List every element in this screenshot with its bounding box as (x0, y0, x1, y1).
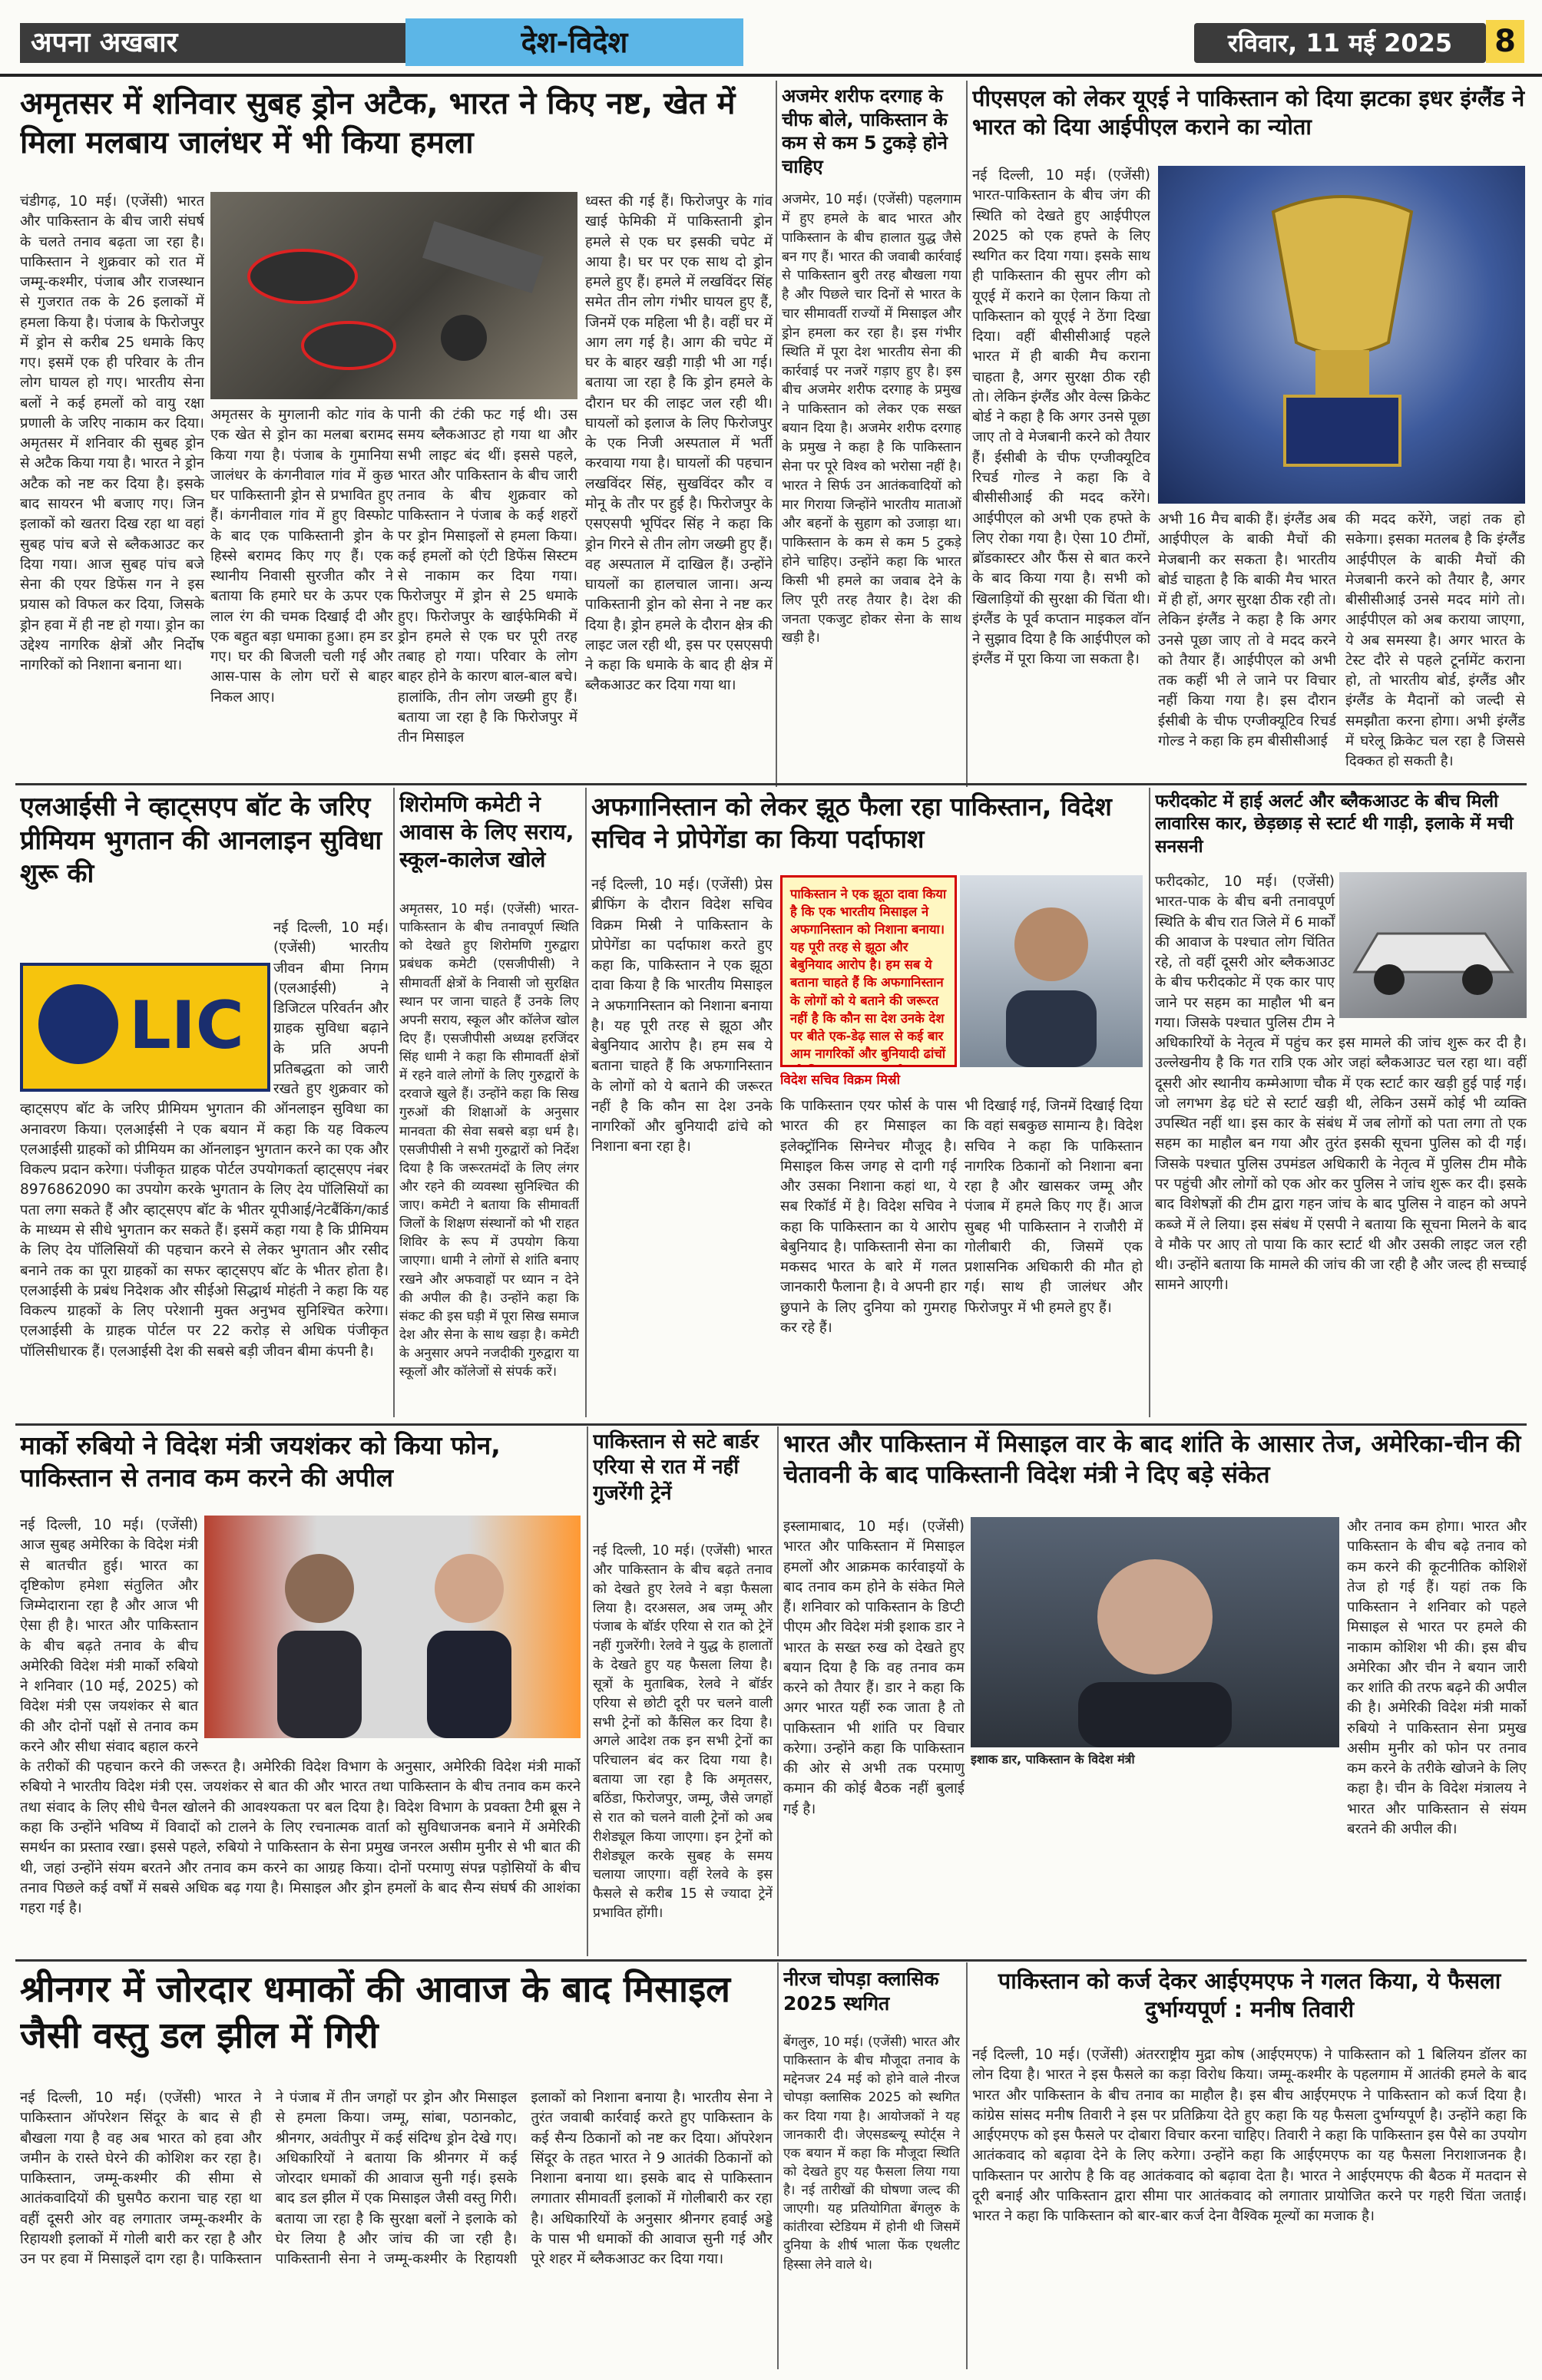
lic-headline: एलआईसी ने व्हाट्सएप बॉट के जरिए प्रीमियम भुगतान की आनलाइन सुविधा शुरू की (20, 792, 382, 890)
person-illustration (960, 875, 1143, 1067)
afghan-body-col2: कि पाकिस्तान एयर फोर्स के पास भारत की हर मिसाइल का इलेक्ट्रॉनिक सिग्नेचर मौजूद है। मिसाइल किस जगह से दागी गई और उसका निशाना कहां था, ये सब रिकॉर्ड में है। विदेश सचिव ने कहा कि पाकिस्तान का ये आरोप बेबुनियाद है। पाकिस्तानी सेना का मकसद भारत के बारे में गलत जानकारी फैलाना है। वे अपनी हार छुपाने के लिए दुनिया को गुमराह कर रहे हैं। (780, 1098, 957, 1336)
rubio-body-text: नई दिल्ली, 10 मई। (एजेंसी) आज सुबह अमेरिका के विदेश मंत्री से बातचीत हुई। भारत का दृष्टिकोण हमेशा संतुलित और जिम्मेदाराना रहा है और आज भी ऐसा ही है। भारत और पाकिस्तान के बीच बढ़ते तनाव के बीच अमेरिकी विदेश मंत्री मार्को रुबियो ने शनिवार (10 मई, 2025) को विदेश मंत्री एस जयशंकर से बात की और दोनों पक्षों से तनाव कम करने और सीधा संवाद बहाल करने के तरीकों की पहचान करने की जरूरत है। अमेरिकी विदेश विभाग के अनुसार, अमेरिकी विदेश मंत्री मार्को रुबियो ने भारतीय विदेश मंत्री एस. जयशंकर से बात की और भारत तथा पाकिस्तान के बीच तनाव कम करने तथा संवाद के लिए सीधे चैनल खोलने की आवश्यकता पर बल दिया है। विदेश विभाग के प्रवक्ता टैमी ब्रूस ने कहा कि उन्होंने भविष्य में विवादों को टालने के लिए रचनात्मक वार्ता को सुविधाजनक बनाने में अमेरिकी समर्थन का प्रस्ताव रखा। इससे पहले, रुबियो ने पाकिस्तान के सेना प्रमुख जनरल असीम मुनीर से भी बात की थी, जहां उन्होंने संयम बरतने और तनाव कम करने का आग्रह किया। दोनों परमाणु संपन्न पड़ोसियों के बीच तनाव पिछले कई वर्षों में सबसे अधिक बढ़ गया है। मिसाइल और ड्रोन हमलों के बाद सैन्य संघर्ष की आशंका गहरा गई है। (20, 1517, 581, 1917)
sgpc-headline: शिरोमणि कमेटी ने आवास के लिए सराय, स्कूल-कालेज खोले (399, 792, 574, 872)
misri-caption: विदेश सचिव विक्रम मिस्री (780, 1073, 901, 1088)
ipl-body-col2: अभी 16 मैच बाकी हैं। इंग्लैंड अब आईपीएल के बाकी मैचों की मेजबानी कर सकता है। भारतीय बोर्ड चाहता है कि बाकी मैच भारत में ही हों, अगर सुरक्षा ठीक रही तो। लेकिन इंग्लैंड ने कहा है कि अगर उनसे पूछा जाए तो वे मदद करने को तैयार हैं। आईपीएल को अभी तक कहीं भी ले जाने पर विचार नहीं किया गया है। इस दौरान ईसीबी के चीफ एग्जीक्यूटिव रिचर्ड गोल्ड ने कहा कि हम बीसीसीआई (1158, 511, 1336, 749)
rubio-photo-spacer (198, 1516, 581, 1743)
lic-logo-spacer (20, 918, 273, 1092)
drone-caption: अमृतसर के मुगलानी कोट गांव के एक खेत से ड्रोन का मलबा बरामद किया गया है। पंजाब के गुमानिया जालंधर के कंगनीवाल गांव में कुछ घर पाकिस्तानी ड्रोन से प्रभावित हुए हैं। कंगनीवाल गांव में हुए विस्फोट के बाद एक पाकिस्तानी ड्रोन के हिस्से बरामद किए गए हैं। एक स्थानीय निवासी सुरजीत कौर ने बताया कि हमारे घर के ऊपर एक लाल रंग की चमक दिखाई दी और एक बहुत बड़ा धमाका हुआ। हम डर गए। घर की बिजली चली गई और आस-पास के लोग घरों से बाहर निकल आए। (210, 407, 393, 706)
dateline: रविवार, 11 मई 2025 (1194, 23, 1486, 63)
peace-headline: भारत और पाकिस्तान में मिसाइल वार के बाद शांति के आसार तेज, अमेरिका-चीन की चेतावनी के बाद पाकिस्तानी विदेश मंत्री ने दिए बड़े संकेत (783, 1430, 1521, 1489)
column-rule (776, 81, 777, 787)
column-rule (585, 788, 587, 1417)
afghan-headline: अफगानिस्तान को लेकर झूठ फैला रहा पाकिस्तान, विदेश सचिव ने प्रोपेगेंडा का किया पर्दाफाश (591, 792, 1112, 854)
ipl-headline: पीएसएल को लेकर यूएई ने पाकिस्तान को दिया झटका इधर इंग्लैंड ने भारत को दिया आईपीएल कराने का न्योता (972, 85, 1525, 140)
drone-wreckage-photo (210, 192, 577, 399)
afghan-quote: पाकिस्तान ने एक झूठा दावा किया है कि एक भारतीय मिसाइल ने अफगानिस्तान को निशाना बनाया। यह पूरी तरह से झूठा और बेबुनियाद आरोप है। हम सब ये बताना चाहते हैं कि अफगानिस्तान के लोगों को ये बताने की जरूरत नहीं है कि कौन सा देश उनके देश पर बीते एक-डेढ़ साल से कई बार आम नागरिकों और बुनियादी ढांचों (780, 875, 957, 1067)
ajmer-body: अजमेर, 10 मई। (एजेंसी) पहलगाम में हुए हमले के बाद भारत और पाकिस्तान के बीच हालात युद्ध जैसे बन गए हैं। भारत की जवाबी कार्रवाई से पाकिस्तान बुरी तरह बौखला गया है और पिछले चार दिनों से भारत के चार सीमावर्ती राज्यों में मिसाइल और ड्रोन हमला कर रहा है। इस गंभीर स्थिति में पूरा देश भारतीय सेना की कार्रवाई पर नजरें गड़ाए हुए है। इस बीच अजमेर शरीफ दरगाह के प्रमुख ने पाकिस्तान को लेकर एक सख्त बयान दिया है। अजमेर शरीफ दरगाह के प्रमुख ने कहा है कि पाकिस्तान सेना पर पूरे विश्व को भरोसा नहीं है। भारत ने सिर्फ उन आतंकवादियों को मार गिराया जिन्होंने भारतीय माताओं और बहनों के सुहाग को उजाड़ा था। पाकिस्तान के कम से कम 5 टुकड़े होने चाहिए। उन्होंने कहा कि भारत किसी भी हमले का जवाब देने के लिए पूरी तरह तैयार है। देश की जनता एकजुट होकर सेना के साथ खड़ी है। (782, 192, 961, 646)
drone-body-col4: ध्वस्त की गई हैं। फिरोजपुर के गांव खाई फेमिकी में पाकिस्तानी ड्रोन हमले से एक घर इसकी चपेट में आया है। घर पर एक साथ दो ड्रोन हमले हुए हैं। हमले में लखविंदर सिंह समेत तीन लोग गंभीर घायल हुए हैं, जिनमें एक महिला भी है। वहीं घर में आग लग गई है। आग की चपेट में घर के बाहर खड़ी गाड़ी भी आ गई। बताया जा रहा है कि ड्रोन हमले के दौरान घर की लाइट जल रही थी। घायलों को इलाज के लिए फिरोजपुर के एक निजी अस्पताल में भर्ती करवाया गया है। घायलों की पहचान लखविंदर सिंह, सुखविंदर कौर व मोनू के तौर पर हुई है। फिरोजपुर के एसएसपी भूपिंदर सिंह ने कहा कि ड्रोन गिरने से तीन लोग जख्मी हुए हैं। वह अस्पताल में दाखिल हैं। उन्होंने घायलों का हालचाल जाना। अन्य पाकिस्तानी ड्रोन को सेना ने नष्ट कर दिया है। ड्रोन हमले के दौरान क्षेत्र की लाइट जल रही थी, इस पर एसएसपी ने कहा कि धमाके के बाद ही क्षेत्र में ब्लैकआउट कर दिया गया था। (585, 193, 773, 694)
lic-logo-text: LIC (129, 987, 244, 1064)
ipl-body-col3: की मदद करेंगे, जहां तक हो सकेगा। इसका मतलब है कि इंग्लैंड आईपीएल के बाकी मैचों की मेजबानी करने को तैयार है, अगर बीसीसीआई उनसे मदद मांगे तो। आईपीएल को अब कराया जाएगा, ये अब समस्या है। अगर भारत के टेस्ट दौरे से पहले टूर्नामेंट कराना हो, तो भारतीय बोर्ड, इंग्लैंड और इंग्लैंड के मैदानों को जल्दी से समझौता करना होगा। अभी इंग्लैंड में घरेलू क्रिकेट चल रहा है जिससे दिक्कत हो सकती है। (1345, 511, 1525, 770)
srinagar-body: नई दिल्ली, 10 मई। (एजेंसी) भारत ने पाकिस्तान ऑपरेशन सिंदूर के बाद से ही बौखला गया है वह अब भारत को हवा और जमीन के रास्ते घेरने की कोशिश कर रहा है। पाकिस्तान, जम्मू-कश्मीर की सीमा से आतंकवादियों की घुसपैठ कराना चाह रहा था वहीं दूसरी ओर वह लगातार जम्मू-कश्मीर के रिहायशी इलाकों में गोली बारी कर रहा है और उन पर हवा में मिसाइलें दाग रहा है। पाकिस्तान ने पंजाब में तीन जगहों पर ड्रोन और मिसाइल से हमला किया। जम्मू, सांबा, पठानकोट, श्रीनगर, अवंतीपुर में कई संदिग्ध ड्रोन देखे गए। अधिकारियों ने बताया कि श्रीनगर में कई जोरदार धमाकों की आवाज सुनी गई। इसके बाद डल झील में एक मिसाइल जैसी वस्तु गिरी। बताया जा रहा है कि सुरक्षा बलों ने इलाके को घेर लिया है और जांच की जा रही है। पाकिस्तानी सेना ने जम्मू-कश्मीर के रिहायशी इलाकों को निशाना बनाया है। भारतीय सेना ने तुरंत जवाबी कार्रवाई करते हुए पाकिस्तान के कई सैन्य ठिकानों को नष्ट कर दिया। ऑपरेशन सिंदूर के तहत भारत ने 9 आतंकी ठिकानों को निशाना बनाया था। इसके बाद से पाकिस्तान लगातार सीमावर्ती इलाकों में गोलीबारी कर रहा है। अधिकारियों के अनुसार श्रीनगर हवाई अड्डे के पास भी धमाकों की आवाज सुनी गई और पूरे शहर में ब्लैकआउट कर दिया गया। (20, 2090, 773, 2268)
column-rule (777, 1962, 779, 2369)
faridkot-headline: फरीदकोट में हाई अलर्ट और ब्लैकआउट के बीच मिली लावारिस कार, छेड़छाड़ से स्टार्ट थी गाड़ी, इलाके में मची सनसनी (1155, 792, 1514, 857)
ajmer-headline: अजमेर शरीफ दरगाह के चीफ बोले, पाकिस्तान के कम से कम 5 टुकड़े होने चाहिए (782, 85, 948, 178)
imf-body: नई दिल्ली, 10 मई। (एजेंसी) अंतरराष्ट्रीय मुद्रा कोष (आईएमएफ) ने पाकिस्तान को 1 बिलियन डॉलर का लोन दिया है। भारत ने इस फैसले का कड़ा विरोध किया। जम्मू-कश्मीर के पहलगाम में आतंकी हमले के बाद भारत और पाकिस्तान के बीच तनाव का माहौल है। इस बीच आईएमएफ ने पाकिस्तान को कर्ज दिया है। कांग्रेस सांसद मनीष तिवारी ने इस पर प्रतिक्रिया देते हुए कहा कि यह फैसला दुर्भाग्यपूर्ण है। उन्होंने कहा कि आईएमएफ को इस फैसले पर दोबारा विचार करना चाहिए। तिवारी ने कहा कि पाकिस्तान इस पैसे का उपयोग आतंकवाद को बढ़ावा देने के लिए करेगा। उन्होंने कहा कि आईएमएफ का यह फैसला निराशाजनक है। पाकिस्तान पर आरोप है कि वह आतंकवाद को बढ़ावा देता है। भारत ने आईएमएफ की बैठक में मतदान से दूरी बनाई और पाकिस्तान द्वारा सीमा पार आतंकवाद को लगातार प्रायोजित करने पर गहरी चिंता जताई। भारत ने कहा कि पाकिस्तान को बार-बार कर्ज देना वैश्विक मूल्यों का मजाक है। (972, 2047, 1527, 2225)
ipl-body-col1: नई दिल्ली, 10 मई। (एजेंसी) भारत-पाकिस्तान के बीच जंग की स्थिति को देखते हुए आईपीएल 2025 को एक हफ्ते के लिए स्थगित कर दिया गया। इसके साथ ही पाकिस्तान की सुपर लीग को यूएई में कराने का ऐलान किया तो पाकिस्तान को यूएई ने ठेंगा दिखा दिया। वहीं बीसीसीआई पहले भारत में ही बाकी मैच कराना चाहता है, अगर सुरक्षा ठीक रही तो। लेकिन इंग्लैंड और वेल्स क्रिकेट बोर्ड ने कहा है कि अगर उनसे पूछा जाए तो वे मेजबानी करने को तैयार हैं। ईसीबी के चीफ एग्जीक्यूटिव रिचर्ड गोल्ड ने कहा कि वे बीसीसीआई की मदद करेंगे। आईपीएल को अभी एक हफ्ते के लिए रोका गया है। ऐसा 10 टीमों, ब्रॉडकास्टर और फैंस से बात करने के बाद किया गया है। सभी को खिलाड़ियों की सुरक्षा की चिंता थी। इंग्लैंड के पूर्व कप्तान माइकल वॉन ने सुझाव दिया है कि आईपीएल को इंग्लैंड में पूरा किया जा सकता है। (972, 167, 1150, 668)
srinagar-headline: श्रीनगर में जोरदार धमाकों की आवाज के बाद मिसाइल जैसी वस्तु डल झील में गिरी (20, 1968, 731, 2058)
ipl-trophy-photo (1158, 166, 1525, 504)
peace-body-col1: इस्लामाबाद, 10 मई। (एजेंसी) भारत और पाकिस्तान में मिसाइल हमलों और आक्रमक कार्रवाइयों के बाद तनाव कम होने के संकेत मिले हैं। शनिवार को पाकिस्तान के डिप्टी पीएम और विदेश मंत्री इशाक डार ने भारत के सख्त रुख को देखते हुए बयान दिया है कि वह तनाव कम करने को तैयार हैं। डार ने कहा कि अगर भारत यहीं रुक जाता है तो पाकिस्तान भी शांति पर विचार करेगा। उन्होंने कहा कि पाकिस्तान की ओर से अभी तक परमाणु कमान की कोई बैठक नहीं बुलाई गई है। (783, 1519, 965, 1817)
wreckage-illustration (210, 192, 577, 399)
column-rule (777, 1426, 779, 1956)
section-rule (15, 1423, 1527, 1426)
imf-headline: पाकिस्तान को कर्ज देकर आईएमएफ ने गलत किया, ये फैसला दुर्भाग्यपूर्ण : मनीष तिवारी (998, 1968, 1501, 2023)
neeraj-body: बेंगलुरु, 10 मई। (एजेंसी) भारत और पाकिस्तान के बीच मौजूदा तनाव के मद्देनजर 24 मई को होने वाले नीरज चोपड़ा क्लासिक 2025 को स्थगित कर दिया गया है। आयोजकों ने यह जानकारी दी। जेएसडब्ल्यू स्पोर्ट्स ने एक बयान में कहा कि मौजूदा स्थिति को देखते हुए यह फैसला लिया गया है। नई तारीखों की घोषणा जल्द की जाएगी। यह प्रतियोगिता बेंगलुरु के कांतीरवा स्टेडियम में होनी थी जिसमें दुनिया के शीर्ष भाला फेंक एथलीट हिस्सा लेने वाले थे। (783, 2035, 960, 2273)
ishaq-dar-photo (971, 1517, 1339, 1747)
sgpc-body: अमृतसर, 10 मई। (एजेंसी) भारत-पाकिस्तान के बीच तनावपूर्ण स्थिति को देखते हुए शिरोमणि गुरुद्वारा प्रबंधक कमेटी (एसजीपीसी) ने सीमावर्ती क्षेत्रों के निवासी जो सुरक्षित स्थान पर जाना चाहते हैं उनके लिए अपनी सराय, स्कूल और कॉलेज खोल दिए हैं। एसजीपीसी अध्यक्ष हरजिंदर सिंह धामी ने कहा कि सीमावर्ती क्षेत्रों में रहने वाले लोगों के लिए गुरुद्वारों के दरवाजे खुले हैं। उन्होंने कहा कि सिख गुरुओं की शिक्षाओं के अनुसार मानवता की सेवा सबसे बड़ा धर्म है। एसजीपीसी ने सभी गुरुद्वारों को निर्देश दिया है कि जरूरतमंदों के लिए लंगर और रहने की व्यवस्था सुनिश्चित की जाए। कमेटी ने बताया कि सीमावर्ती जिलों के शिक्षण संस्थानों को भी राहत शिविर के रूप में उपयोग किया जाएगा। धामी ने लोगों से शांति बनाए रखने और अफवाहों पर ध्यान न देने की अपील की है। उन्होंने कहा कि संकट की इस घड़ी में पूरा सिख समाज देश और सेना के साथ खड़ा है। कमेटी के अनुसार अपने नजदीकी गुरुद्वारा या स्कूलों और कॉलेजों से संपर्क करें। (399, 901, 579, 1380)
trophy-illustration (1158, 166, 1525, 504)
section-rule (15, 1959, 1527, 1962)
afghan-body-col1: नई दिल्ली, 10 मई। (एजेंसी) प्रेस ब्रीफिंग के दौरान विदेश सचिव विक्रम मिस्री ने पाकिस्तान के प्रोपेगेंडा का पर्दाफाश करते हुए कहा कि, पाकिस्तान ने एक झूठा दावा किया है कि भारतीय मिसाइल ने अफगानिस्तान को निशाना बनाया है। यह पूरी तरह से झूठा और बेबुनियाद आरोप है। हम सब ये बताना चाहते हैं कि अफगानिस्तान के लोगों को ये बताने की जरूरत नहीं है कि कौन सा देश उनके नागरिकों और बुनियादी ढांचे को निशाना बना रहा है। (591, 877, 773, 1155)
rubio-body (20, 1516, 581, 1955)
afghan-body-col1-cont (591, 1195, 773, 1419)
misri-photo (960, 875, 1143, 1067)
drone-body-col1: चंडीगढ़, 10 मई। (एजेंसी) भारत और पाकिस्तान के बीच जारी संघर्ष के चलते तनाव बढ़ता जा रहा है। पाकिस्तान ने शुक्रवार को रात में जम्मू-कश्मीर, पंजाब और राजस्थान से गुजरात तक के 26 इलाकों में हमला किया है। पंजाब के फिरोजपुर में ड्रोन से करीब 25 धमाके किए गए। इसमें एक ही परिवार के तीन लोग घायल हो गए। भारतीय सेना बलों ने कई हमलों को वायु रक्षा प्रणाली के जरिए नाकाम कर दिया। अमृतसर में शनिवार की सुबह ड्रोन से अटैक किया गया है। भारत ने ड्रोन अटैक को नष्ट कर दिया है। इसके बाद सायरन भी बजाए गए। जिन इलाकों को खतरा दिख रहा था वहां सुबह पांच बजे से ब्लैकआउट कर दिया गया। आज सुबह पांच बजे सेना की एयर डिफेंस गन ने इस प्रयास को विफल कर दिया, जिसके ड्रोन हवा में ही नष्ट हो गया। ड्रोन का उद्देश्य नागरिक क्षेत्रों और निर्दोष नागरिकों को निशाना बनाना था। (20, 193, 204, 674)
rubio-headline: मार्को रुबियो ने विदेश मंत्री जयशंकर को किया फोन, पाकिस्तान से तनाव कम करने की अपील (20, 1430, 501, 1493)
faridkot-body (1155, 872, 1527, 1419)
column-rule (966, 81, 968, 787)
column-rule (587, 1426, 588, 1956)
paper-name: अपना अखबार (20, 23, 430, 63)
column-rule (966, 1962, 968, 2369)
lic-body-text: नई दिल्ली, 10 मई। (एजेंसी) भारतीय जीवन बीमा निगम (एलआईसी) ने डिजिटल परिवर्तन और ग्राहक सुविधा बढ़ाने के प्रति अपनी प्रतिबद्धता को जारी रखते हुए शुक्रवार को व्हाट्सएप बॉट के जरिए प्रीमियम भुगतान की ऑनलाइन सुविधा का अनावरण किया। एलआईसी ने एक बयान में कहा कि यह विकल्प एलआईसी ग्राहकों को प्रीमियम का ऑनलाइन भुगतान करने का एक और विकल्प प्रदान करेगा। पंजीकृत ग्राहक पोर्टल उपयोगकर्ता व्हाट्सएप नंबर 8976862090 का उपयोग करके भुगतान के लिए देय पॉलिसियों का पता लगा सकते हैं और व्हाट्सएप बॉट के भीतर यूपीआई/नेटबैंकिंग/कार्ड के माध्यम से सीधे भुगतान कर सकते हैं। इसमें कहा गया है कि प्रीमियम के लिए देय पॉलिसियों की पहचान करने से लेकर भुगतान और रसीद बनाने तक का पूरा ग्राहकों का सफर व्हाट्सएप बॉट के भीतर होता है। एलआईसी के प्रबंध निदेशक और सीईओ सिद्धार्थ मोहंती ने कहा कि यह विकल्प ग्राहकों के लिए परेशानी मुक्त अनुभव सुनिश्चित करेगा। एलआईसी के ग्राहक पोर्टल पर 22 करोड़ से अधिक पंजीकृत पॉलिसीधारक हैं। एलआईसी देश की सबसे बड़ी जीवन बीमा कंपनी है। (20, 920, 389, 1360)
car-photo-spacer (1335, 872, 1527, 1023)
faridkot-body-text: फरीदकोट, 10 मई। (एजेंसी) भारत-पाक के बीच बनी तनावपूर्ण स्थिति के बीच रात जिले में 6 मार्कों की आवाज के पश्चात लोग चिंतित रहे, तो वहीं दूसरी ओर ब्लैकआउट के बीच फरीदकोट में एक कार पाए जाने पर सहम का माहौल भी बन गया। जिसके पश्चात पुलिस टीम ने अधिकारियों के नेतृत्व में पहुंच कर इस मामले की जांच शुरू कर दी है। उल्लेखनीय है कि गत रात्रि एक ओर जहां ब्लैकआउट चल रहा था। वहीं दूसरी ओर स्थानीय कम्मेआणा चौक में एक स्टार्ट कार खड़ी हुई पाई गई। जो लगभग डेढ़ घंटे से स्टार्ट खड़ी थी, लेकिन उसमें कोई भी व्यक्ति उपस्थित नहीं था। इस कार के संबंध में जब लोगों को पता लगा तो एक सहम का माहौल बन गया और तुरंत इसकी सूचना पुलिस को दी गई। जिसके पश्चात पुलिस उपमंडल अधिकारी के नेतृत्व में पुलिस टीम मौके पर पहुंची और लोगों को एक ओर कर पुलिस ने जांच शुरू कर दी। इसके बाद विशेषज्ञों की टीम द्वारा गहन जांच के बाद पुलिस ने वाहन को अपने कब्जे में ले लिया। इस संबंध में एसपी ने बताया कि सूचना मिलने के बाद वे मौके पर आए तो पाया कि कार स्टार्ट थी और उसकी लाइट जल रही थी। उन्होंने बताया कि मामले की जांच की जा रही है और जल्द ही सच्चाई सामने आएगी। (1155, 874, 1527, 1294)
page-number: 8 (1486, 20, 1524, 63)
ishaq-dar-caption: इशाक डार, पाकिस्तान के विदेश मंत्री (971, 1752, 1135, 1767)
column-rule (393, 788, 395, 1417)
column-rule (1149, 788, 1150, 1417)
afghan-body-col3: भी दिखाई गई, जिनमें दिखाई दिया कि वहां सबकुछ सामान्य है। विदेश सचिव ने कहा कि पाकिस्तान नागरिक ठिकानों को निशाना बना रहा है और खासकर जम्मू और पंजाब में हमले किए गए हैं। आज सुबह भी पाकिस्तान ने राजौरी में गोलीबारी की, जिसमें एक प्रशासनिक अधिकारी की मौत हो गई। साथ ही जालंधर और फिरोजपुर में भी हमले हुए हैं। (965, 1098, 1143, 1316)
trains-headline: पाकिस्तान से सटे बार्डर एरिया से रात में नहीं गुजरेंगी ट्रेनें (593, 1430, 759, 1505)
peace-body-col2: और तनाव कम होगा। भारत और पाकिस्तान के बीच बढ़े तनाव को कम करने की कूटनीतिक कोशिशें तेज हो गई हैं। यहां तक कि पाकिस्तान ने शनिवार को पहले मिसाइल से भारत पर हमले की नाकाम कोशिश भी की। इस बीच अमेरिका और चीन ने बयान जारी कर शांति की तरफ बढ़ने की अपील की है। अमेरिकी विदेश मंत्री मार्को रुबियो ने पाकिस्तान सेना प्रमुख असीम मुनीर को फोन पर तनाव कम करने के तरीके खोजने के लिए कहा है। चीन के विदेश मंत्रालय ने भारत और पाकिस्तान से संयम बरतने की अपील की। (1347, 1519, 1527, 1837)
trains-body: नई दिल्ली, 10 मई। (एजेंसी) भारत और पाकिस्तान के बीच बढ़ते तनाव को देखते हुए रेलवे ने बड़ा फैसला लिया है। दरअसल, अब जम्मू और पंजाब के बॉर्डर एरिया से रात को ट्रेनें नहीं गुजरेंगी। रेलवे ने युद्ध के हालातों के देखते हुए यह फैसला लिया है। सूत्रों के मुताबिक, रेलवे ने बॉर्डर एरिया से छोटी दूरी पर चलने वाली सभी ट्रेनों को कैंसिल कर दिया है। अगले आदेश तक इन सभी ट्रेनों का परिचालन बंद कर दिया गया है। बताया जा रहा है कि अमृतसर, बठिंडा, फिरोजपुर, जम्मू, जैसे जगहों से रात को चलने वाली ट्रेनों को अब रीशेड्यूल किया जाएगा। इन ट्रेनों को रीशेड्यूल करके सुबह के समय चलाया जाएगा। वहीं रेलवे के इस फैसले से करीब 15 से ज्यादा ट्रेनें प्रभावित होंगी। (593, 1543, 773, 1922)
drone-body-col3: पानी की टंकी फट गई थी। उस समय ब्लैकआउट हो गया था और सभी लाइट बंद थीं। इससे पहले, भारत और पाकिस्तान के बीच जारी तनाव के बीच शुक्रवार को पाकिस्तान ने पंजाब के कई शहरों पर ड्रोन मिसाइलों से हमला किया। कई हमलों को एंटी डिफेंस सिस्टम से नाकाम कर दिया गया। फिरोजपुर में ड्रोन से 25 धमाके हुए। फिरोजपुर के खाईफेमिकी में ड्रोन हमले से एक घर पूरी तरह तबाह हो गया। परिवार के लोग बाहर होने के कारण बाल-बाल बचे। हालांकि, तीन लोग जख्मी हुए हैं। बताया जा रहा है कि फिरोजपुर में तीन मिसाइल (398, 407, 577, 746)
section-name: देश-विदेश (405, 18, 743, 66)
person-illustration (971, 1517, 1339, 1747)
drone-headline: अमृतसर में शनिवार सुबह ड्रोन अटैक, भारत ने किए नष्ट, खेत में मिला मलबाय जालंधर में भी किया हमला (20, 86, 736, 161)
section-rule (15, 783, 1527, 785)
lic-body (20, 918, 389, 1420)
neeraj-headline: नीरज चोपड़ा क्लासिक 2025 स्थगित (783, 1968, 939, 2015)
